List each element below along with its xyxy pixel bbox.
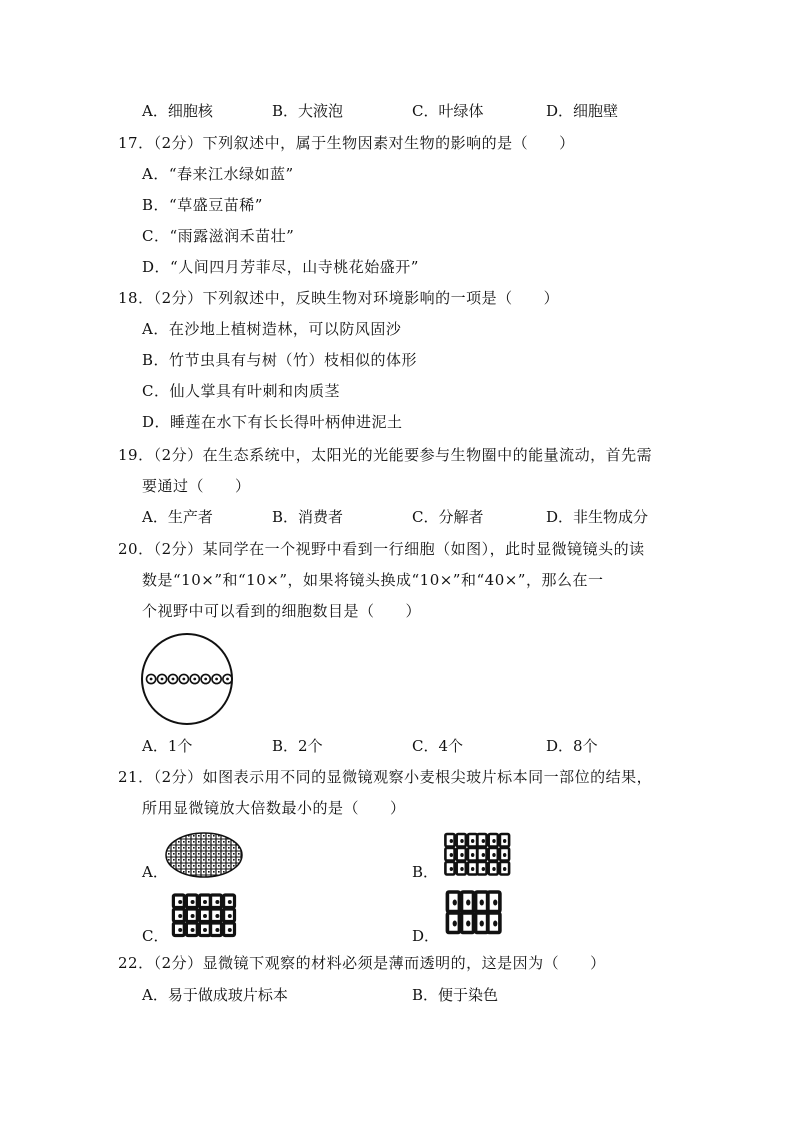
q19-option-a: A．生产者 (142, 508, 213, 526)
cell-nucleus-2 (161, 678, 164, 681)
q18-option-a: A．在沙地上植树造林，可以防风固沙 (142, 320, 402, 338)
q22-option-a: A．易于做成玻片标本 (142, 986, 288, 1004)
q20-stem-line2: 数是“10×”和“10×”，如果将镜头换成“10×”和“40×”，那么在一 (142, 571, 604, 589)
cell-nucleus-1 (150, 678, 153, 681)
q21-stem-line2: 所用显微镜放大倍数最小的是（ ） (142, 799, 406, 817)
q18-option-b: B．竹节虫具有与树（竹）枝相似的体形 (142, 351, 418, 369)
cell-nucleus-4 (182, 678, 185, 681)
q16-option-c: C．叶绿体 (412, 102, 484, 120)
q20-option-d: D．8个 (546, 737, 598, 755)
q21-stem-line1: 21．（2分）如图表示用不同的显微镜观察小麦根尖玻片标本同一部位的结果， (118, 768, 653, 786)
q18-stem: 18．（2分）下列叙述中，反映生物对环境影响的一项是（ ） (118, 289, 560, 307)
cell-nucleus-7 (215, 678, 218, 681)
q22-option-b: B．便于染色 (412, 986, 499, 1004)
q18-option-d: D．睡莲在水下有长长得叶柄伸进泥土 (142, 413, 403, 431)
q16-option-d: D．细胞壁 (546, 102, 619, 120)
q20-option-a: A．1个 (142, 737, 193, 755)
q21-option-d-figure (436, 888, 516, 938)
cell-nucleus-6 (204, 678, 207, 681)
q17-option-b: B．“草盛豆苗稀” (142, 196, 263, 214)
q19-stem-line1: 19．（2分）在生态系统中，太阳光的光能要参与生物圈中的能量流动，首先需 (118, 446, 653, 464)
q20-option-b: B．2个 (272, 737, 323, 755)
q21-option-d-label: D． (412, 927, 440, 945)
q19-option-d: D．非生物成分 (546, 508, 649, 526)
q19-option-c: C．分解者 (412, 508, 484, 526)
q17-option-d: D．“人间四月芳菲尽，山寺桃花始盛开” (142, 258, 419, 276)
q20-stem-line3: 个视野中可以看到的细胞数目是（ ） (142, 602, 422, 620)
q21-option-b-label: B． (412, 863, 439, 881)
cell-nucleus-5 (193, 678, 196, 681)
q21-option-a-label: A． (142, 863, 168, 881)
q16-option-a: A．细胞核 (142, 102, 213, 120)
q19-stem-line2: 要通过（ ） (142, 477, 251, 495)
q17-stem: 17．（2分）下列叙述中，属于生物因素对生物的影响的是（ ） (118, 134, 575, 152)
q21-option-b-figure (438, 830, 518, 880)
q20-option-c: C．4个 (412, 737, 464, 755)
q19-option-b: B．消费者 (272, 508, 344, 526)
q16-option-b: B．大液泡 (272, 102, 344, 120)
q21-option-c-figure (166, 892, 246, 940)
cell-nucleus-8 (226, 678, 229, 681)
q17-option-a: A．“春来江水绿如蓝” (142, 165, 294, 183)
q21-option-a-figure (164, 830, 244, 880)
q21-option-c-label: C． (142, 927, 169, 945)
q20-stem-line1: 20．（2分）某同学在一个视野中看到一行细胞（如图），此时显微镜镜头的读 (118, 540, 645, 558)
q17-option-c: C．“雨露滋润禾苗壮” (142, 227, 295, 245)
q22-stem: 22．（2分）显微镜下观察的材料必须是薄而透明的，这是因为（ ） (118, 954, 606, 972)
cell-nucleus-3 (172, 678, 175, 681)
microscope-field-figure (140, 632, 234, 726)
q18-option-c: C．仙人掌具有叶刺和肉质茎 (142, 382, 340, 400)
cell-row (147, 674, 233, 683)
